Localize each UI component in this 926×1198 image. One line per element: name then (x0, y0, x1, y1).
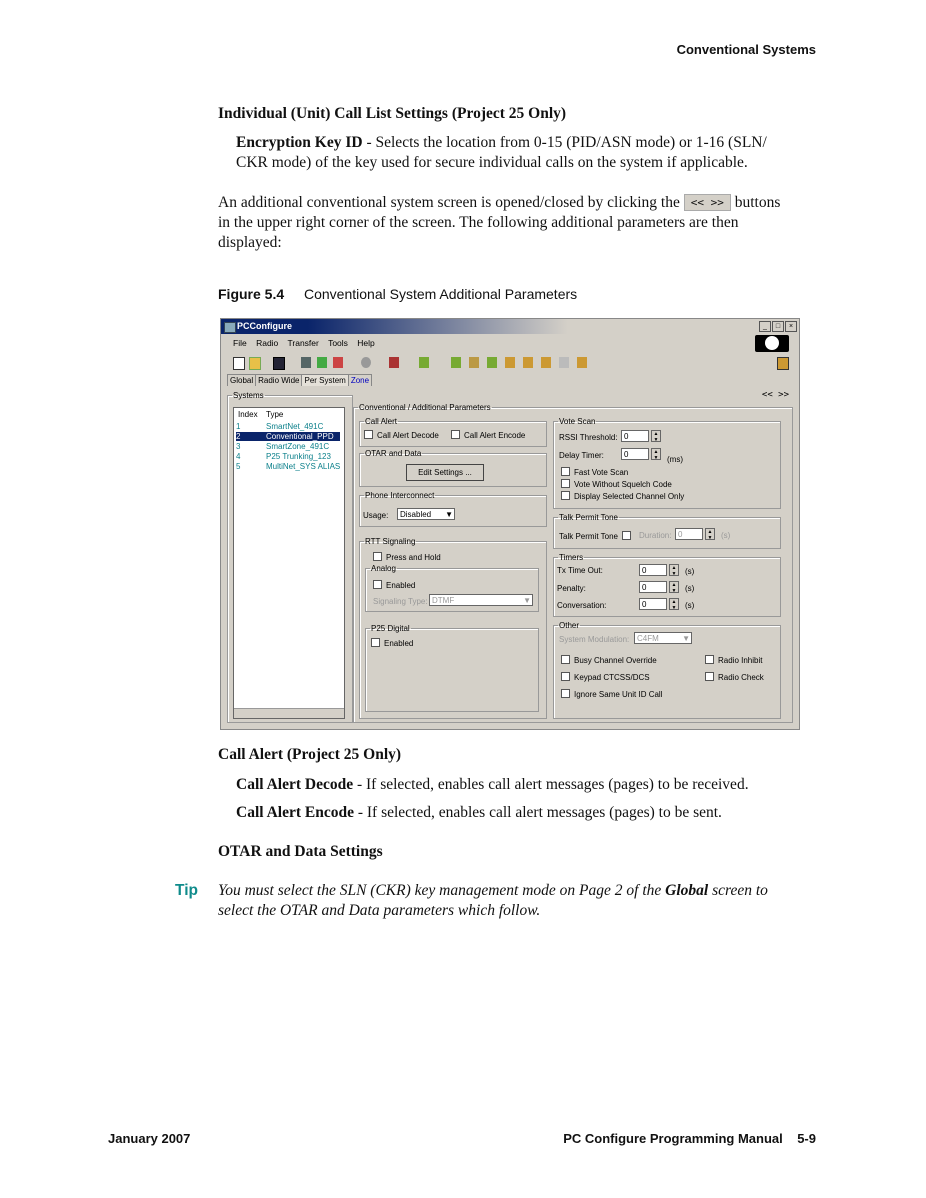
systems-legend: Systems (233, 391, 264, 400)
usage-label: Usage: (363, 511, 389, 520)
radio-check-checkbox[interactable]: Radio Check (705, 672, 764, 682)
encode-text: - If selected, enables call alert messages (pages) to be sent. (353, 804, 722, 821)
system-modulation-select[interactable]: C4FM ▼ (634, 632, 692, 644)
conversation-input[interactable]: 0 (639, 598, 667, 610)
delay-spinner[interactable]: ▲ ▼ (651, 448, 661, 460)
tip-text (218, 881, 818, 921)
intro-line1b: buttons (734, 194, 781, 211)
intro-line3: displayed: (218, 234, 282, 251)
p25-digital-legend: P25 Digital (371, 624, 410, 633)
help-book-icon[interactable] (777, 357, 789, 370)
encryption-key-text1: - Selects the location from 0-15 (PID/ASN mode) or 1-16 (SLN/ (362, 134, 767, 151)
delay-unit: (ms) (667, 455, 683, 464)
read-radio-icon[interactable] (301, 357, 311, 368)
display-selected-channel-checkbox[interactable]: Display Selected Channel Only (561, 491, 684, 501)
encryption-key-text2: CKR mode) of the key used for secure individual calls on the system if applicable. (236, 154, 748, 171)
ignore-same-unit-checkbox[interactable]: Ignore Same Unit ID Call (561, 689, 662, 699)
tool-1-icon[interactable] (419, 357, 429, 368)
encryption-key-term: Encryption Key ID (236, 134, 363, 151)
maximize-icon[interactable]: □ (772, 321, 784, 332)
tab-global[interactable]: Global (227, 374, 256, 386)
tool-9-icon[interactable] (577, 357, 587, 368)
otar-legend: OTAR and Data (365, 449, 422, 458)
figure-title: Conventional System Additional Parameters (304, 286, 578, 302)
motorola-logo-icon (755, 335, 789, 352)
heading-call-alert: Call Alert (Project 25 Only) (218, 746, 402, 763)
signaling-type-label: Signaling Type: (373, 597, 428, 606)
horizontal-scrollbar[interactable] (234, 708, 344, 718)
other-legend: Other (559, 621, 580, 630)
menu-tools[interactable]: Tools (328, 338, 348, 348)
list-item[interactable]: 1 SmartNet_491C (236, 422, 324, 431)
tab-bar (227, 374, 371, 386)
tool-7-icon[interactable] (541, 357, 551, 368)
window-titlebar (221, 319, 799, 334)
minimize-icon[interactable]: _ (759, 321, 771, 332)
tool-8-icon[interactable] (559, 357, 569, 368)
talk-permit-legend: Talk Permit Tone (559, 513, 618, 522)
duration-unit: (s) (721, 531, 731, 540)
call-alert-decode-checkbox[interactable]: Call Alert Decode (364, 430, 439, 440)
menu-help[interactable]: Help (357, 338, 375, 348)
delay-timer-label: Delay Timer: (559, 451, 604, 460)
stop-icon[interactable] (361, 357, 371, 368)
intro-line1a: An additional conventional system screen is opened/closed by clicking the (218, 194, 680, 211)
list-item-selected[interactable]: 2 Conventional_PPD (236, 432, 340, 441)
vote-scan-legend: Vote Scan (559, 417, 596, 426)
menu-radio[interactable]: Radio (256, 338, 279, 348)
call-alert-legend: Call Alert (365, 417, 398, 426)
penalty-unit: (s) (685, 584, 695, 593)
window-title: PCConfigure (237, 321, 292, 331)
intro-paragraph (218, 193, 818, 253)
save-icon[interactable] (273, 357, 285, 370)
conventional-params-legend: Conventional / Additional Parameters (359, 403, 491, 412)
edit-settings-button[interactable]: Edit Settings ... (406, 464, 484, 481)
p25-enabled-checkbox[interactable]: Enabled (371, 638, 413, 648)
tx-timeout-spinner[interactable]: ▲ ▼ (669, 564, 679, 576)
call-alert-encode-checkbox[interactable]: Call Alert Encode (451, 430, 525, 440)
col-index-header[interactable]: Index (238, 410, 258, 419)
key-icon[interactable] (389, 357, 399, 368)
menu-file[interactable]: File (233, 338, 247, 348)
prev-next-arrows[interactable]: << >> (761, 390, 789, 400)
tip-line2: select the OTAR and Data parameters which follow. (218, 902, 541, 919)
timers-legend: Timers (559, 553, 584, 562)
rtt-legend: RTT Signaling (365, 537, 416, 546)
phone-legend: Phone Interconnect (365, 491, 435, 500)
penalty-spinner[interactable]: ▲ ▼ (669, 581, 679, 593)
tip-text-a: You must select the SLN (CKR) key management mode on Page 2 of the (218, 882, 666, 899)
tip-label: Tip (175, 882, 198, 899)
tx-timeout-unit: (s) (685, 567, 695, 576)
close-icon[interactable]: × (785, 321, 797, 332)
tool-4-icon[interactable] (487, 357, 497, 368)
figure-number: Figure 5.4 (218, 286, 285, 302)
talk-permit-checkbox[interactable]: Talk Permit Tone (559, 531, 635, 541)
radio-inhibit-checkbox[interactable]: Radio Inhibit (705, 655, 762, 665)
menu-transfer[interactable]: Transfer (287, 338, 319, 348)
analog-enabled-checkbox[interactable]: Enabled (373, 580, 415, 590)
system-modulation-label: System Modulation: (559, 635, 630, 644)
menu-bar (233, 338, 382, 348)
penalty-input[interactable]: 0 (639, 581, 667, 593)
tx-timeout-input[interactable]: 0 (639, 564, 667, 576)
vote-without-squelch-checkbox[interactable]: Vote Without Squelch Code (561, 479, 672, 489)
decode-text: - If selected, enables call alert messages (pages) to be received. (353, 776, 749, 793)
analog-legend: Analog (371, 564, 396, 573)
press-and-hold-checkbox[interactable]: Press and Hold (373, 552, 441, 562)
rssi-spinner[interactable]: ▲ ▼ (651, 430, 661, 442)
duration-input[interactable]: 0 (675, 528, 703, 540)
delay-timer-input[interactable]: 0 (621, 448, 649, 460)
tx-timeout-label: Tx Time Out: (557, 566, 603, 575)
inline-arrows-button: << >> (684, 194, 731, 211)
clone-radio-icon[interactable] (333, 357, 343, 368)
list-item[interactable]: 5 MultiNet_SYS ALIAS (236, 462, 341, 471)
heading-otar: OTAR and Data Settings (218, 843, 383, 860)
footer-title-page: PC Configure Programming Manual 5-9 (563, 1131, 816, 1146)
encryption-key-paragraph (236, 133, 816, 173)
list-item[interactable]: 4 P25 Trunking_123 (236, 452, 331, 461)
tool-6-icon[interactable] (523, 357, 533, 368)
tip-text-b: screen to (708, 882, 768, 899)
col-type-header[interactable]: Type (266, 410, 284, 419)
pcconfigure-window (220, 318, 800, 730)
fast-vote-scan-checkbox[interactable]: Fast Vote Scan (561, 467, 628, 477)
encode-paragraph (236, 803, 722, 823)
tool-2-icon[interactable] (451, 357, 461, 368)
app-icon (224, 322, 236, 333)
tip-bold: Global (665, 882, 709, 899)
duration-label: Duration: (639, 531, 672, 540)
write-radio-icon[interactable] (317, 357, 327, 368)
tab-radio-wide[interactable]: Radio Wide (255, 374, 302, 386)
figure-caption (218, 286, 577, 302)
tool-3-icon[interactable] (469, 357, 479, 368)
penalty-label: Penalty: (557, 584, 586, 593)
usage-select[interactable]: Disabled ▼ (397, 508, 455, 520)
conversation-label: Conversation: (557, 601, 607, 610)
heading-unit-call-list: Individual (Unit) Call List Settings (Project 25 Only) (218, 105, 567, 122)
intro-line2: in the upper right corner of the screen. The following additional parameters are then (218, 214, 739, 231)
list-item[interactable]: 3 SmartZone_491C (236, 442, 330, 451)
tool-5-icon[interactable] (505, 357, 515, 368)
open-folder-icon[interactable] (249, 357, 261, 370)
rssi-threshold-label: RSSI Threshold: (559, 433, 618, 442)
new-file-icon[interactable] (233, 357, 245, 370)
signaling-type-select[interactable]: DTMF ▼ (429, 594, 533, 606)
decode-paragraph (236, 775, 749, 795)
rssi-threshold-input[interactable]: 0 (621, 430, 649, 442)
footer-date: January 2007 (108, 1131, 191, 1146)
running-header: Conventional Systems (676, 42, 816, 57)
tab-zone[interactable]: Zone (348, 374, 372, 386)
systems-list[interactable] (233, 407, 345, 719)
keypad-ctcss-checkbox[interactable]: Keypad CTCSS/DCS (561, 672, 650, 682)
toolbar (229, 355, 789, 371)
tab-per-system[interactable]: Per System (301, 374, 348, 386)
encode-term: Call Alert Encode (236, 804, 354, 821)
decode-term: Call Alert Decode (236, 776, 354, 793)
busy-channel-override-checkbox[interactable]: Busy Channel Override (561, 655, 657, 665)
conversation-spinner[interactable]: ▲ ▼ (669, 598, 679, 610)
duration-spinner[interactable]: ▲ ▼ (705, 528, 715, 540)
conversation-unit: (s) (685, 601, 695, 610)
